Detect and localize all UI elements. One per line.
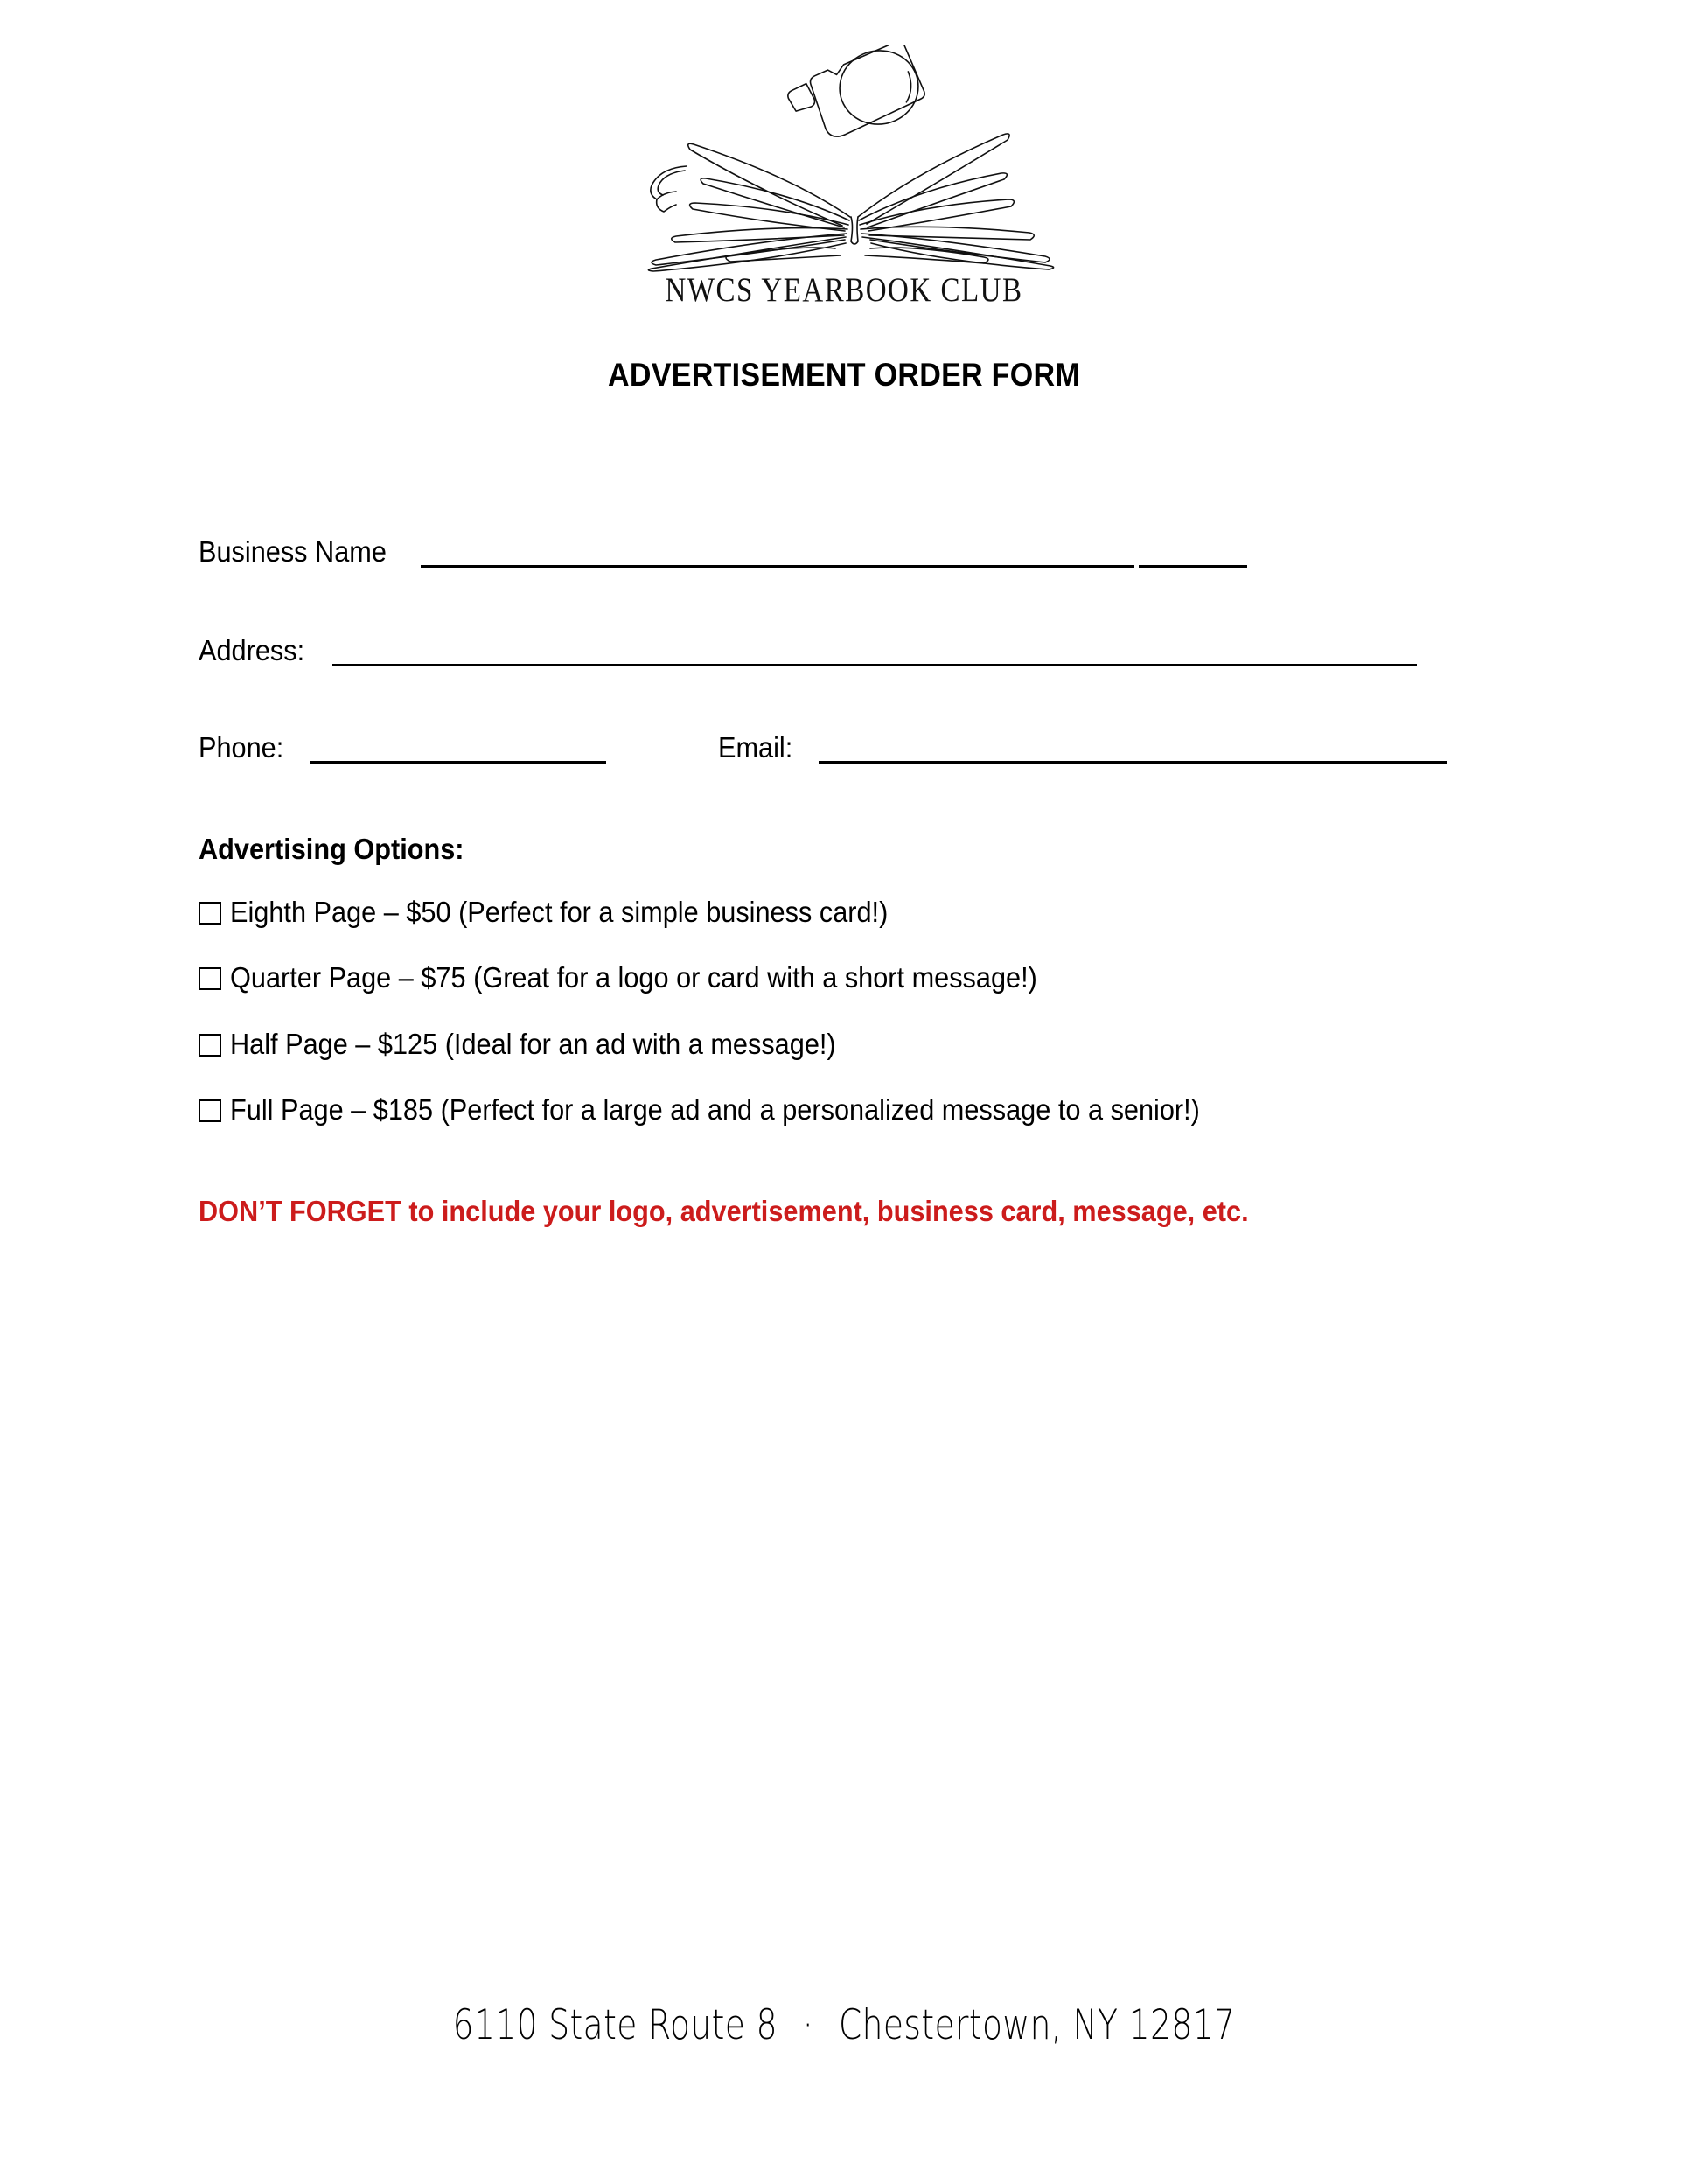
reminder-notice: DON’T FORGET to include your logo, advertisement, business card, message, etc. xyxy=(199,1195,1249,1227)
business-name-label: Business Name xyxy=(199,535,387,568)
footer-city-state-zip: Chestertown, NY 12817 xyxy=(838,2001,1236,2049)
option-quarter-page[interactable] xyxy=(199,963,1098,992)
advertising-options-heading: Advertising Options: xyxy=(199,833,464,865)
open-book-with-camera-icon xyxy=(625,45,1063,273)
phone-label: Phone: xyxy=(199,731,284,764)
business-name-input[interactable] xyxy=(421,565,1134,568)
email-input[interactable] xyxy=(819,761,1447,764)
logo-wordmark: NWCS YEARBOOK CLUB xyxy=(665,272,1023,310)
option-label: Quarter Page – $75 (Great for a logo or card with a short message!) xyxy=(230,961,1037,994)
footer-street: 6110 State Route 8 xyxy=(452,2001,778,2049)
option-label: Eighth Page – $50 (Perfect for a simple business card!) xyxy=(230,896,889,928)
empty-checkbox-icon[interactable] xyxy=(199,1034,221,1057)
option-full-page[interactable] xyxy=(199,1095,1273,1124)
footer-address xyxy=(169,2001,1519,2049)
business-name-row xyxy=(199,537,1247,566)
option-half-page[interactable] xyxy=(199,1029,882,1058)
page-title: ADVERTISEMENT ORDER FORM xyxy=(608,357,1080,393)
email-label: Email: xyxy=(718,731,793,764)
footer-separator: · xyxy=(802,2001,814,2049)
option-label: Half Page – $125 (Ideal for an ad with a message!) xyxy=(230,1028,836,1060)
address-label: Address: xyxy=(199,634,305,666)
contact-row xyxy=(199,733,1447,762)
business-name-input-continued[interactable] xyxy=(1139,565,1247,568)
empty-checkbox-icon[interactable] xyxy=(199,967,221,990)
option-label: Full Page – $185 (Perfect for a large ad and a personalized message to a senior!) xyxy=(230,1093,1200,1126)
option-eighth-page[interactable] xyxy=(199,897,938,926)
organization-logo xyxy=(0,45,1688,310)
address-input[interactable] xyxy=(332,664,1417,666)
empty-checkbox-icon[interactable] xyxy=(199,1099,221,1122)
empty-checkbox-icon[interactable] xyxy=(199,902,221,925)
address-row xyxy=(199,636,1417,665)
phone-input[interactable] xyxy=(310,761,606,764)
